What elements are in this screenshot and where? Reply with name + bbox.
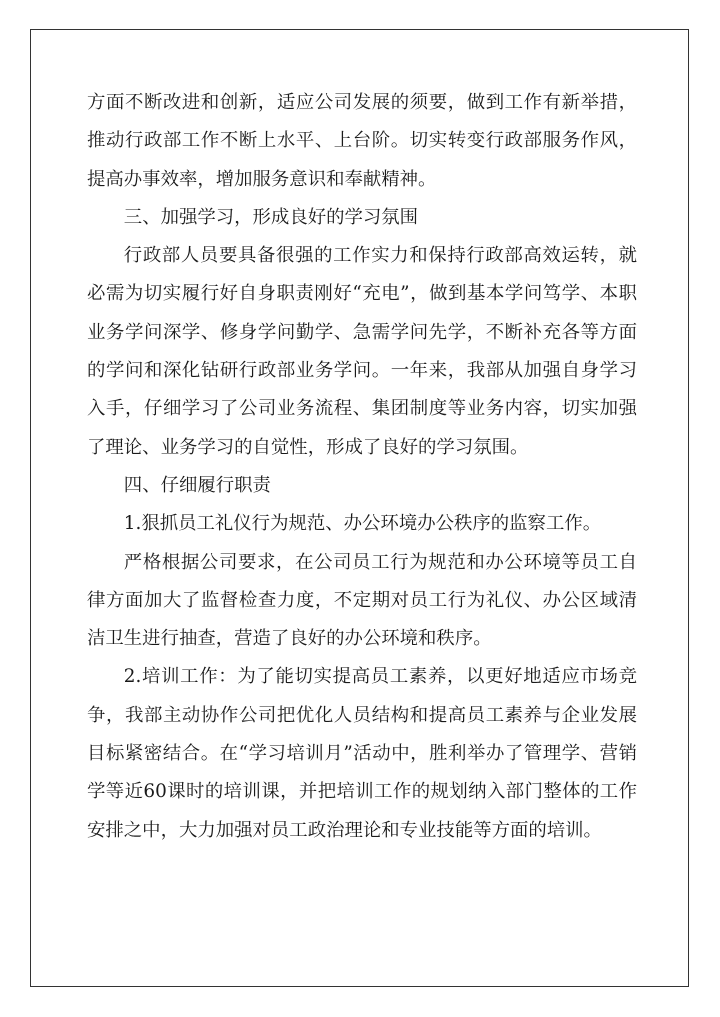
paragraph-supervision: 严格根据公司要求，在公司员工行为规范和办公环境等员工自律方面加大了监督检查力度，不定期对员工行为礼仪、办公区域清洁卫生进行抽查，营造了良好的办公环境和秩序。 [87, 551, 637, 650]
section-heading-4: 四、仔细履行职责 [123, 474, 271, 496]
section-heading-3: 三、加强学习，形成良好的学习氛围 [123, 206, 419, 228]
list-item-1: 1.狠抓员工礼仪行为规范、办公环境办公秩序的监察工作。 [123, 513, 602, 535]
paragraph-study: 行政部人员要具备很强的工作实力和保持行政部高效运转，就必需为切实履行好自身职责刚好“充电”，做到基本学问笃学、本职业务学问深学、修身学问勤学、急需学问先学，不断补充各等方面的学问和深化钻研行政部业务学问。一年来，我部从加强自身学习入手，仔细学习了公司业务流程、集团制度等业务内容，切实加强了理论、业务学习的自觉性，形成了良好的学习氛围。 [87, 245, 637, 458]
list-item-2-training: 2.培训工作：为了能切实提高员工素养，以更好地适应市场竞争，我部主动协作公司把优化人员结构和提高员工素养与企业发展目标紧密结合。在“学习培训月”活动中，胜利举办了管理学、营销学等近60课时的培训课，并把培训工作的规划纳入部门整体的工作安排之中，大力加强对员工政治理论和专业技能等方面的培训。 [87, 666, 637, 841]
document-body [87, 84, 637, 850]
paragraph-continuation: 方面不断改进和创新，适应公司发展的须要，做到工作有新举措，推动行政部工作不断上水平、上台阶。切实转变行政部服务作风，提高办事效率，增加服务意识和奉献精神。 [87, 92, 637, 190]
